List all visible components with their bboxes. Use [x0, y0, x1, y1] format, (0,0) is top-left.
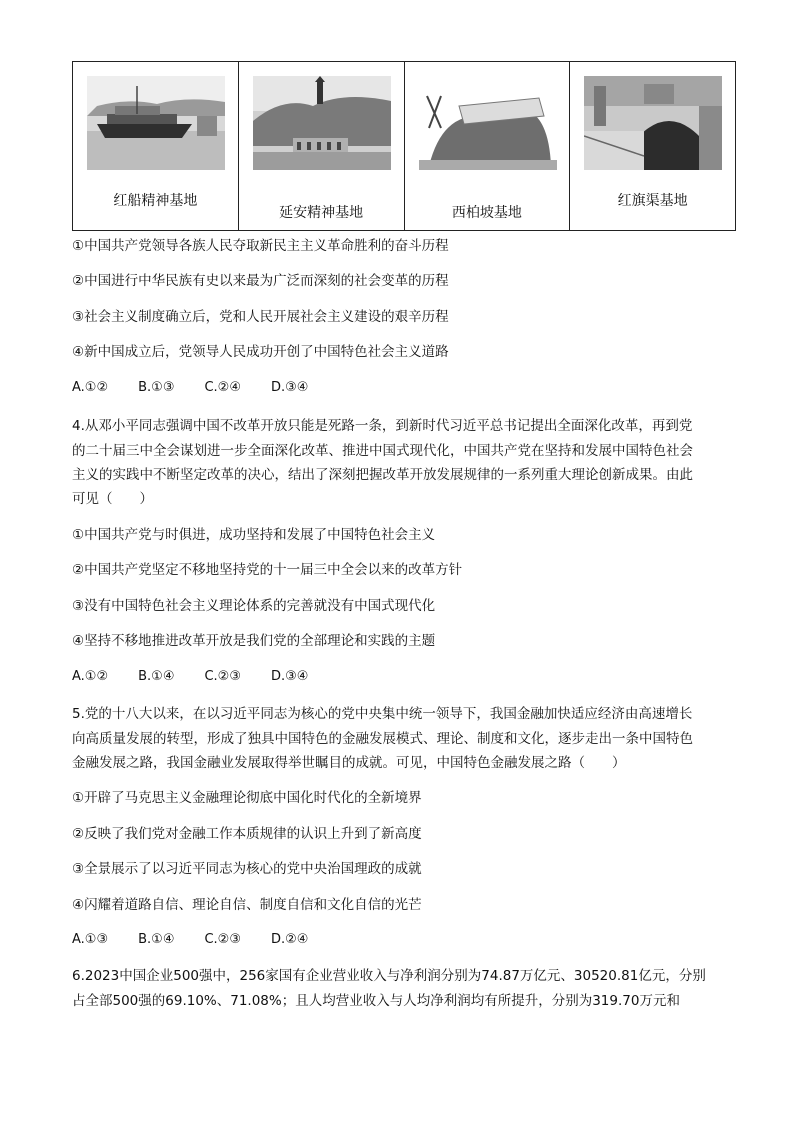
q5-options [72, 932, 338, 947]
xibaipo-photo [419, 76, 557, 170]
q4-item-1: ①中国共产党与时俱进，成功坚持和发展了中国特色社会主义 [72, 527, 436, 543]
q4-option-d[interactable]: D.③④ [271, 669, 309, 684]
q3-option-c[interactable]: C.②④ [204, 380, 241, 395]
image-cell-yanan [239, 62, 405, 230]
q5-option-b[interactable]: B.①④ [138, 932, 175, 947]
image-table [72, 61, 736, 231]
q4-options [72, 669, 338, 684]
yanan-photo [253, 76, 391, 170]
q6-stem-line-2: 占全部500强的69.10%、71.08%；且人均营业收入与人均净利润均有所提升，分别为319.70万元和 [72, 993, 680, 1009]
image-cell-red-boat [73, 62, 239, 230]
q3-item-4: ④新中国成立后，党领导人民成功开创了中国特色社会主义道路 [72, 344, 449, 360]
q4-stem-line-4: 可见（ ） [72, 491, 153, 507]
caption-hongqiqu: 红旗渠基地 [617, 193, 688, 209]
q5-item-4: ④闪耀着道路自信、理论自信、制度自信和文化自信的光芒 [72, 897, 422, 913]
q5-option-c[interactable]: C.②③ [204, 932, 241, 947]
hongqiqu-photo [584, 76, 722, 170]
q5-option-d[interactable]: D.②④ [271, 932, 309, 947]
q5-option-a[interactable]: A.①③ [72, 932, 109, 947]
q6-stem-line-1: 6.2023中国企业500强中，256家国有企业营业收入与净利润分别为74.87万亿元、30520.81亿元，分别 [72, 968, 706, 984]
q3-option-b[interactable]: B.①③ [138, 380, 175, 395]
q3-item-2: ②中国进行中华民族有史以来最为广泛而深刻的社会变革的历程 [72, 273, 449, 289]
q3-item-1: ①中国共产党领导各族人民夺取新民主主义革命胜利的奋斗历程 [72, 238, 449, 254]
image-cell-hongqiqu [570, 62, 735, 230]
q5-item-3: ③全景展示了以习近平同志为核心的党中央治国理政的成就 [72, 861, 422, 877]
q5-stem-line-3: 金融发展之路，我国金融业发展取得举世瞩目的成就。可见，中国特色金融发展之路（ ） [72, 755, 626, 771]
q4-option-c[interactable]: C.②③ [204, 669, 241, 684]
q5-item-2: ②反映了我们党对金融工作本质规律的认识上升到了新高度 [72, 826, 422, 842]
q4-stem-line-2: 的二十届三中全会谋划进一步全面深化改革、推进中国式现代化，中国共产党在坚持和发展中国特色社会 [72, 443, 693, 459]
q5-stem-line-1: 5.党的十八大以来，在以习近平同志为核心的党中央集中统一领导下，我国金融加快适应经济由高速增长 [72, 706, 693, 722]
q3-option-a[interactable]: A.①② [72, 380, 109, 395]
q4-stem-line-3: 主义的实践中不断坚定改革的决心，结出了深刻把握改革开放发展规律的一系列重大理论创新成果。由此 [72, 467, 693, 483]
q5-item-1: ①开辟了马克思主义金融理论彻底中国化时代化的全新境界 [72, 790, 422, 806]
image-cell-xibaipo [405, 62, 571, 230]
q4-option-b[interactable]: B.①④ [138, 669, 175, 684]
q4-option-a[interactable]: A.①② [72, 669, 109, 684]
q4-item-3: ③没有中国特色社会主义理论体系的完善就没有中国式现代化 [72, 598, 436, 614]
caption-yanan: 延安精神基地 [279, 205, 364, 221]
caption-xibaipo: 西柏坡基地 [451, 205, 522, 221]
q5-stem-line-2: 向高质量发展的转型，形成了独具中国特色的金融发展模式、理论、制度和文化，逐步走出一条中国特色 [72, 731, 693, 747]
q3-option-d[interactable]: D.③④ [271, 380, 309, 395]
q3-item-3: ③社会主义制度确立后，党和人民开展社会主义建设的艰辛历程 [72, 309, 449, 325]
caption-red-boat: 红船精神基地 [113, 193, 198, 209]
red-boat-photo [87, 76, 225, 170]
q4-item-4: ④坚持不移地推进改革开放是我们党的全部理论和实践的主题 [72, 633, 436, 649]
q3-options [72, 380, 338, 395]
q4-stem-line-1: 4.从邓小平同志强调中国不改革开放只能是死路一条，到新时代习近平总书记提出全面深化改革，再到党 [72, 418, 693, 434]
q4-item-2: ②中国共产党坚定不移地坚持党的十一届三中全会以来的改革方针 [72, 562, 463, 578]
